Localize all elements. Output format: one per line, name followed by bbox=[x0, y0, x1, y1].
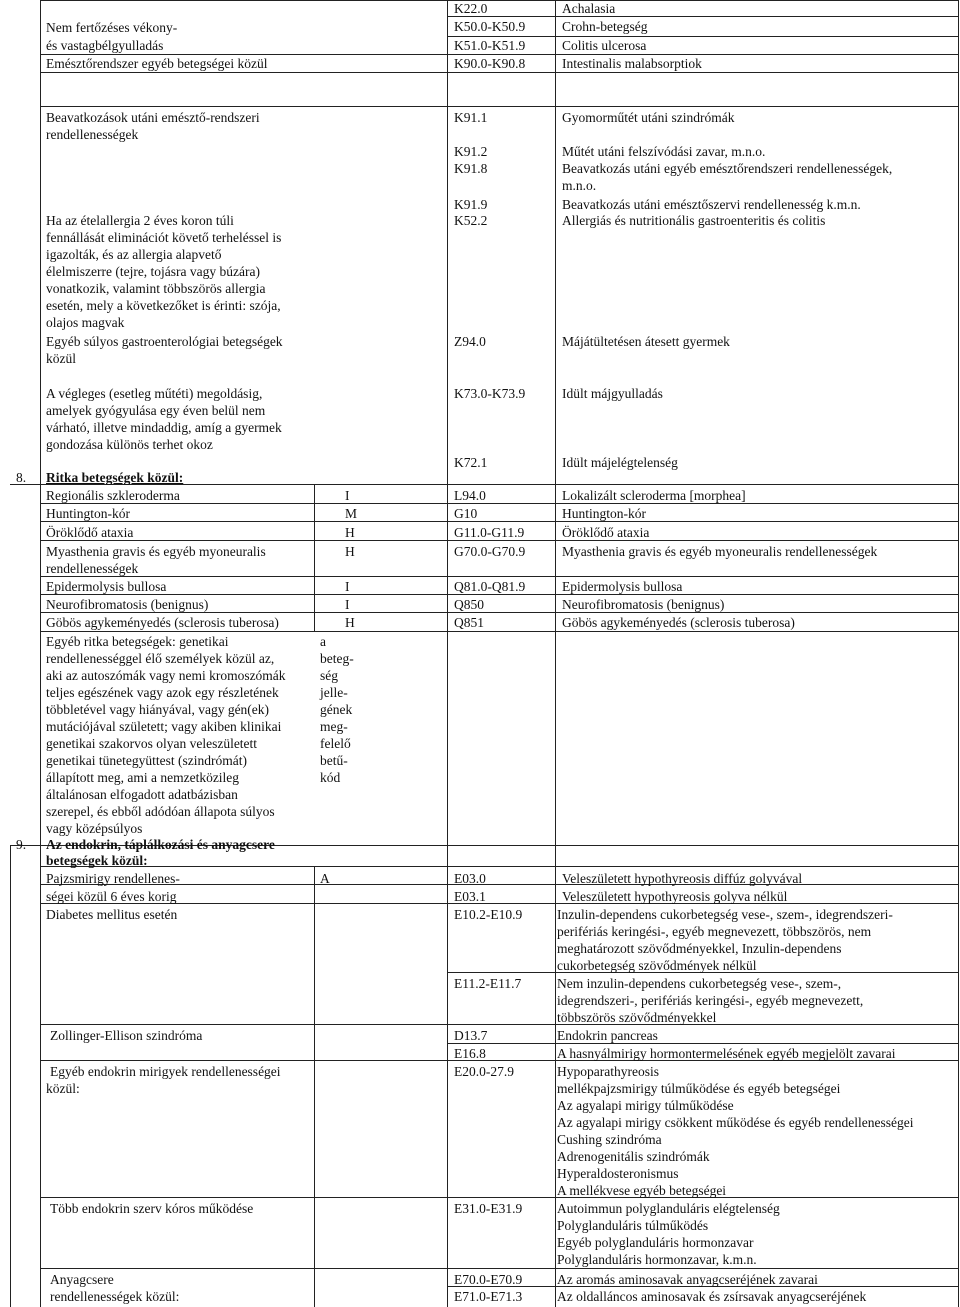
icd-description: Cushing szindróma bbox=[557, 1132, 662, 1147]
icd-description: Az aromás aminosavak anyagcseréjének zavarai bbox=[557, 1272, 818, 1287]
rule bbox=[10, 845, 11, 1307]
icd-description: Műtét utáni felszívódási zavar, m.n.o. bbox=[562, 144, 766, 159]
disease-name: ségei közül 6 éves korig bbox=[46, 889, 177, 904]
group-name: Emésztőrendszer egyéb betegségei közül bbox=[46, 56, 268, 71]
icd-description: perifériás keringési-, egyéb megnevezett, többszörös, nem bbox=[557, 924, 872, 939]
category-letter: M bbox=[345, 506, 358, 521]
icd-description: Öröklődő ataxia bbox=[562, 525, 650, 540]
section-number: 9. bbox=[16, 837, 27, 852]
icd-description: Az oldalláncos aminosavak és zsírsavak anyagcseréjének bbox=[557, 1289, 867, 1304]
icd-code: L94.0 bbox=[454, 488, 486, 503]
icd-description: Gyomorműtét utáni szindrómák bbox=[562, 110, 735, 125]
icd-description: Veleszületett hypothyreosis golyva nélkül bbox=[562, 889, 788, 904]
group-name: Beavatkozások utáni emésztő-rendszeri bbox=[46, 110, 260, 125]
icd-code: K50.0-K50.9 bbox=[454, 19, 526, 34]
icd-description: A mellékvese egyéb betegségei bbox=[557, 1183, 727, 1198]
disease-name: szerepel, és ebből adódóan állapota súlyos bbox=[46, 804, 275, 819]
disease-name: Huntington-kór bbox=[46, 506, 130, 521]
disease-name: közül: bbox=[46, 1081, 80, 1096]
icd-code: K91.2 bbox=[454, 144, 488, 159]
group-name: olajos magvak bbox=[46, 315, 125, 330]
rule bbox=[40, 0, 958, 1]
disease-name: Pajzsmirigy rendellenes- bbox=[46, 871, 180, 886]
disease-name: teljes egészének vagy azok egy részletének bbox=[46, 685, 279, 700]
category-letter: meg- bbox=[320, 719, 348, 734]
rule bbox=[447, 0, 448, 1307]
rule bbox=[958, 0, 959, 1307]
rule bbox=[40, 72, 958, 73]
category-letter: I bbox=[345, 488, 350, 503]
icd-code: E20.0-27.9 bbox=[454, 1064, 514, 1079]
group-name: rendellenességek bbox=[46, 127, 139, 142]
icd-description: Veleszületett hypothyreosis diffúz golyvával bbox=[562, 871, 803, 886]
icd-description: Myasthenia gravis és egyéb myoneuralis rendellenességek bbox=[562, 544, 878, 559]
category-letter: I bbox=[345, 597, 350, 612]
group-name: Nem fertőzéses vékony- bbox=[46, 20, 178, 35]
icd-description: Epidermolysis bullosa bbox=[562, 579, 683, 594]
icd-description: idegrendszeri-, perifériás keringési-, egyéb megnevezett, bbox=[557, 993, 864, 1008]
rule bbox=[40, 576, 958, 577]
rule bbox=[40, 631, 958, 632]
category-letter: H bbox=[345, 525, 355, 540]
disease-name: Anyagcsere bbox=[50, 1272, 114, 1287]
icd-code: E71.0-E71.3 bbox=[454, 1289, 523, 1304]
group-name: A végleges (esetleg műtéti) megoldásig, bbox=[46, 386, 263, 401]
section-title: Ritka betegségek közül: bbox=[46, 470, 184, 485]
rule bbox=[40, 106, 958, 107]
rule bbox=[40, 903, 958, 904]
disease-name: genetikai tünetegyüttest (szindrómát) bbox=[46, 753, 247, 768]
category-letter: A bbox=[320, 871, 330, 886]
icd-code: G10 bbox=[454, 506, 478, 521]
group-name: élelmiszerre (tejre, tojásra vagy búzára) bbox=[46, 264, 261, 279]
group-name: amelyek gyógyulása egy éven belül nem bbox=[46, 403, 266, 418]
disease-name: vagy középsúlyos bbox=[46, 821, 143, 836]
group-name: közül bbox=[46, 351, 76, 366]
icd-code: E70.0-E70.9 bbox=[454, 1272, 523, 1287]
rule bbox=[314, 484, 315, 632]
icd-code: K52.2 bbox=[454, 213, 488, 228]
icd-description: Neurofibromatosis (benignus) bbox=[562, 597, 725, 612]
icd-code: Q81.0-Q81.9 bbox=[454, 579, 526, 594]
rule bbox=[40, 0, 41, 1307]
icd-description: Polyglanduláris hormonzavar, k.m.n. bbox=[557, 1252, 757, 1267]
icd-description: Nem inzulin-dependens cukorbetegség vese-, szem-, bbox=[557, 976, 842, 991]
icd-description: Colitis ulcerosa bbox=[562, 38, 647, 53]
icd-description: Hypoparathyreosis bbox=[557, 1064, 659, 1079]
icd-code: K91.8 bbox=[454, 161, 488, 176]
disease-name: Egyéb ritka betegségek: genetikai bbox=[46, 634, 229, 649]
disease-name: Neurofibromatosis (benignus) bbox=[46, 597, 209, 612]
icd-code: K72.1 bbox=[454, 455, 488, 470]
icd-description: Beavatkozás utáni emésztőszervi rendellenesség k.m.n. bbox=[562, 197, 861, 212]
icd-description: Allergiás és nutritionális gastroenteritis és colitis bbox=[562, 213, 826, 228]
icd-code: E10.2-E10.9 bbox=[454, 907, 523, 922]
icd-description: Az agyalapi mirigy csökkent működése és egyéb rendellenességei bbox=[557, 1115, 914, 1130]
icd-description: Idült májgyulladás bbox=[562, 386, 663, 401]
disease-name: Egyéb endokrin mirigyek rendellenességei bbox=[50, 1064, 281, 1079]
icd-description: Intestinalis malabsorptiok bbox=[562, 56, 702, 71]
group-name: fennállását eliminációt követő terheléssel is bbox=[46, 230, 282, 245]
icd-description: Egyéb polyglanduláris hormonzavar bbox=[557, 1235, 754, 1250]
icd-code: Q851 bbox=[454, 615, 484, 630]
icd-description: Adrenogenitális szindrómák bbox=[557, 1149, 710, 1164]
disease-name: mutációjával született; vagy akiben klinikai bbox=[46, 719, 282, 734]
icd-code: K90.0-K90.8 bbox=[454, 56, 526, 71]
group-name: Egyéb súlyos gastroenterológiai betegségek bbox=[46, 334, 283, 349]
disease-name: Regionális szkleroderma bbox=[46, 488, 180, 503]
disease-name: Göbös agykeményedés (sclerosis tuberosa) bbox=[46, 615, 279, 630]
category-letter: betű- bbox=[320, 753, 348, 768]
category-letter: gének bbox=[320, 702, 353, 717]
icd-description: Az agyalapi mirigy túlműködése bbox=[557, 1098, 734, 1113]
icd-code: K51.0-K51.9 bbox=[454, 38, 526, 53]
icd-description: többszörös szövődményekkel bbox=[557, 1010, 717, 1025]
disease-name: rendellenességgel élő személyek közül az, bbox=[46, 651, 275, 666]
icd-code: E03.0 bbox=[454, 871, 486, 886]
section-title: betegségek közül: bbox=[46, 853, 148, 868]
disease-name: rendellenességek bbox=[46, 561, 139, 576]
icd-code: G11.0-G11.9 bbox=[454, 525, 525, 540]
rule bbox=[40, 1197, 958, 1198]
icd-code: E03.1 bbox=[454, 889, 486, 904]
category-letter: H bbox=[345, 615, 355, 630]
icd-code: G70.0-G70.9 bbox=[454, 544, 526, 559]
icd-description: Endokrin pancreas bbox=[557, 1028, 658, 1043]
icd-description: Polyglanduláris túlműködés bbox=[557, 1218, 709, 1233]
rule bbox=[40, 1268, 958, 1269]
rule bbox=[40, 866, 958, 867]
icd-description: cukorbetegség szövődmények nélkül bbox=[557, 958, 757, 973]
category-letter: jelle- bbox=[320, 685, 348, 700]
icd-description: Hyperaldosteronismus bbox=[557, 1166, 679, 1181]
section-number: 8. bbox=[16, 470, 27, 485]
rule bbox=[555, 0, 556, 1307]
disease-name: többletével vagy hiányával, vagy gén(ek) bbox=[46, 702, 270, 717]
icd-code: E16.8 bbox=[454, 1046, 486, 1061]
icd-description: Crohn-betegség bbox=[562, 19, 648, 34]
group-name: gondozása különös terhet okoz bbox=[46, 437, 213, 452]
disease-name: Diabetes mellitus esetén bbox=[46, 907, 178, 922]
rule bbox=[40, 521, 958, 522]
disease-name: rendellenességek közül: bbox=[50, 1289, 180, 1304]
disease-name: Epidermolysis bullosa bbox=[46, 579, 167, 594]
icd-code: K73.0-K73.9 bbox=[454, 386, 526, 401]
group-name: és vastagbélgyulladás bbox=[46, 38, 164, 53]
group-name: vonatkozik, valamint többszörös allergia bbox=[46, 281, 266, 296]
icd-description: A hasnyálmirigy hormontermelésének egyéb megjelölt zavarai bbox=[557, 1046, 896, 1061]
icd-description: Idült májelégtelenség bbox=[562, 455, 678, 470]
icd-description: Inzulin-dependens cukorbetegség vese-, szem-, idegrendszeri- bbox=[557, 907, 893, 922]
icd-code: K22.0 bbox=[454, 1, 488, 16]
category-letter: beteg- bbox=[320, 651, 354, 666]
section-title: Az endokrin, táplálkozási és anyagcsere bbox=[46, 837, 275, 852]
disease-name: genetikai szakorvos olyan veleszületett bbox=[46, 736, 258, 751]
rule bbox=[447, 1043, 958, 1044]
icd-code: Z94.0 bbox=[454, 334, 486, 349]
disease-name: Zollinger-Ellison szindróma bbox=[50, 1028, 203, 1043]
icd-code: Q850 bbox=[454, 597, 484, 612]
icd-description: Huntington-kór bbox=[562, 506, 646, 521]
icd-description: m.n.o. bbox=[562, 178, 597, 193]
rule bbox=[314, 866, 315, 1307]
category-letter: ség bbox=[320, 668, 338, 683]
disease-name: állapított meg, ami a nemzetközileg bbox=[46, 770, 240, 785]
icd-description: meghatározott szövődményekkel, Inzulin-dependens bbox=[557, 941, 842, 956]
icd-code: K91.9 bbox=[454, 197, 488, 212]
icd-description: Autoimmun polyglanduláris elégtelenség bbox=[557, 1201, 780, 1216]
icd-code: E11.2-E11.7 bbox=[454, 976, 522, 991]
group-name: igazolták, és az allergia alapvető bbox=[46, 247, 222, 262]
rule bbox=[447, 16, 958, 17]
disease-name: általánosan elfogadott adatbázisban bbox=[46, 787, 238, 802]
icd-description: Lokalizált scleroderma [morphea] bbox=[562, 488, 746, 503]
icd-description: Májátültetésen átesett gyermek bbox=[562, 334, 730, 349]
category-letter: I bbox=[345, 579, 350, 594]
disease-name: Öröklődő ataxia bbox=[46, 525, 134, 540]
icd-description: Achalasia bbox=[562, 1, 616, 16]
disease-name: aki az autoszómák vagy nemi kromoszómák bbox=[46, 668, 286, 683]
group-name: esetén, mely a következőket is érinti: szója, bbox=[46, 298, 281, 313]
icd-code: D13.7 bbox=[454, 1028, 488, 1043]
icd-description: Göbös agykeményedés (sclerosis tuberosa) bbox=[562, 615, 795, 630]
icd-code: E31.0-E31.9 bbox=[454, 1201, 523, 1216]
group-name: Ha az ételallergia 2 éves koron túli bbox=[46, 213, 234, 228]
category-letter: a bbox=[320, 634, 326, 649]
rule bbox=[40, 1024, 958, 1025]
category-letter: kód bbox=[320, 770, 341, 785]
disease-name: Több endokrin szerv kóros működése bbox=[50, 1201, 254, 1216]
category-letter: H bbox=[345, 544, 355, 559]
category-letter: felelő bbox=[320, 736, 351, 751]
icd-code: K91.1 bbox=[454, 110, 488, 125]
group-name: várható, illetve mindaddig, amíg a gyermek bbox=[46, 420, 282, 435]
icd-description: Beavatkozás utáni egyéb emésztőrendszeri rendellenességek, bbox=[562, 161, 893, 176]
disease-name: Myasthenia gravis és egyéb myoneuralis bbox=[46, 544, 266, 559]
icd-description: mellékpajzsmirigy túlműködése és egyéb betegségei bbox=[557, 1081, 841, 1096]
